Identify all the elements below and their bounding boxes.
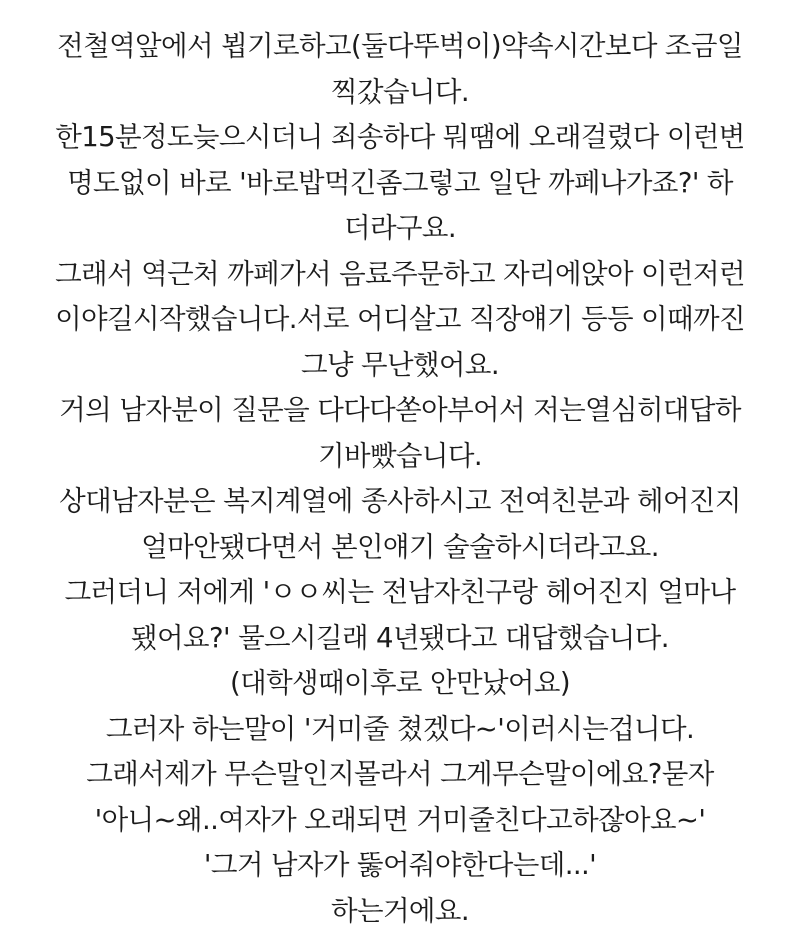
post-line: 더라구요.	[343, 212, 456, 244]
post-line: 기바빴습니다.	[318, 439, 482, 472]
post-line: 그러자 하는말이 '거미줄 쳤겠다~'이러시는겁니다.	[105, 712, 695, 745]
post-line: 상대남자분은 복지계열에 종사하시고 전여친분과 헤어진지	[59, 485, 741, 517]
post-line: 이야길시작했습니다.서로 어디살고 직장얘기 등등 이때까진	[55, 303, 745, 335]
post-line: 한15분정도늦으시더니 죄송하다 뭐땜에 오래걸렸다 이런변	[55, 121, 745, 153]
post-line: 찍갔습니다.	[331, 75, 469, 108]
post-line: 그래서제가 무슨말인지몰라서 그게무슨말이에요?묻자	[86, 758, 714, 790]
post-line: 전철역앞에서 뵙기로하고(둘다뚜벅이)약속시간보다 조금일	[57, 30, 743, 62]
post-line: 명도없이 바로 '바로밥먹긴좀그렇고 일단 까페나가죠?' 하	[67, 166, 733, 199]
post-line: 거의 남자분이 질문을 다다다쏟아부어서 저는열심히대답하	[59, 394, 741, 426]
post-line: 얼마안됐다면서 본인얘기 술술하시더라고요.	[141, 530, 659, 563]
post-line: '그거 남자가 뚫어줘야한다는데...'	[203, 849, 597, 881]
post-line: 됐어요?' 물으시길래 4년됐다고 대답했습니다.	[131, 621, 669, 654]
post-line: '아니~왜..여자가 오래되면 거미줄친다고하잖아요~'	[94, 803, 706, 836]
post-line: 하는거에요.	[331, 894, 469, 927]
post-line: 그래서 역근처 까페가서 음료주문하고 자리에앉아 이런저런	[55, 257, 745, 290]
post-body	[0, 24, 800, 934]
post-line: 그냥 무난했어요.	[300, 348, 500, 381]
post-line: 그러더니 저에게 'ㅇㅇ씨는 전남자친구랑 헤어진지 얼마나	[64, 576, 736, 608]
post-line: (대학생때이후로 안만났어요)	[230, 667, 570, 699]
